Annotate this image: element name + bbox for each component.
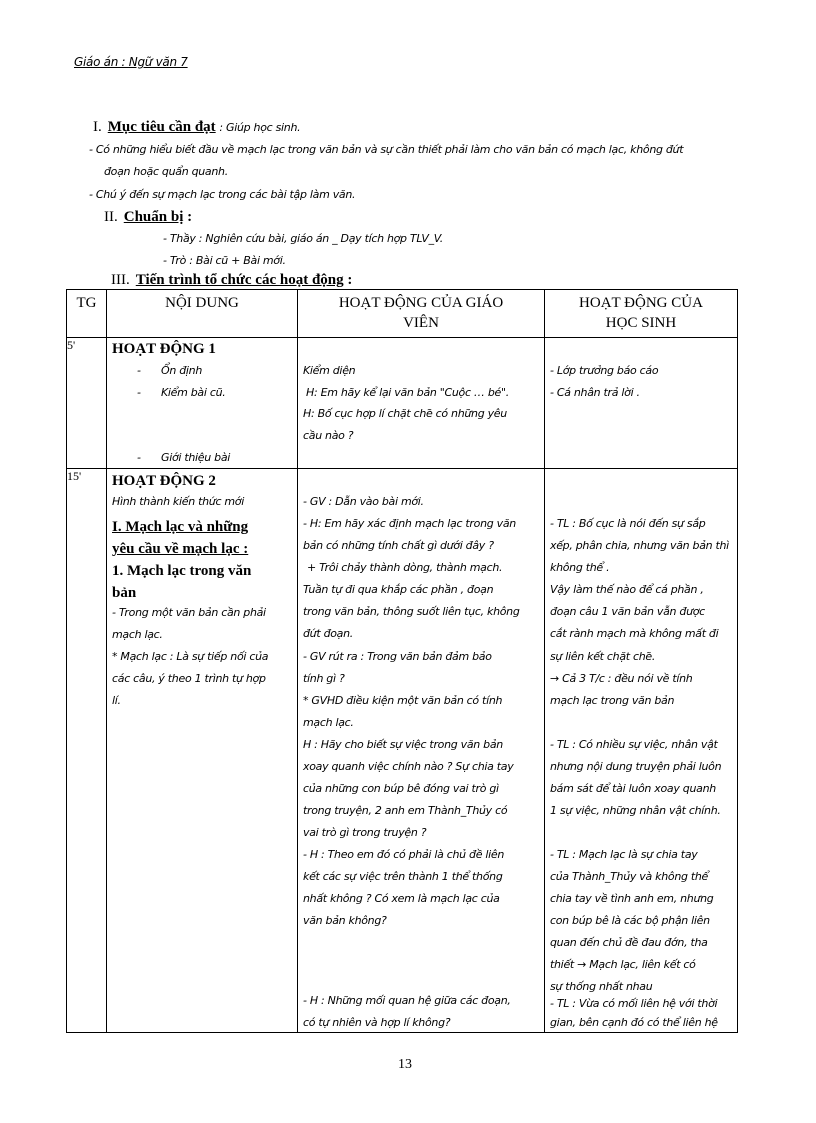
activity-title: HOẠT ĐỘNG 2 [112,473,216,489]
teacher-line: xoay quanh việc chính nào ? Sự chia tay [303,760,514,773]
teacher-line: Kiểm diện [303,364,356,377]
student-line: của Thành_Thủy và không thể [550,870,709,883]
teacher-line: bản có những tính chất gì dưới đây ? [303,539,494,552]
bullet-dash: - [137,451,141,464]
row-student-activity [545,469,738,1033]
teacher-line: - GV rút ra : Trong văn bản đảm bảo [303,650,492,663]
student-line: - Cá nhân trả lời . [550,386,640,399]
teacher-line: - H : Những mối quan hệ giữa các đoạn, [303,994,511,1007]
table-row [67,338,738,469]
section-numeral: I. [93,119,102,135]
student-line: con búp bê là các bộ phận liên [550,914,710,927]
section-title: Mục tiêu cần đạt [107,119,216,135]
row-time: 5' [67,338,107,469]
row-time: 15' [67,469,107,1033]
content-line: - Trong một văn bản cần phải [112,606,266,619]
row-content [107,469,298,1033]
section-suffix: : Giúp học sinh. [219,121,301,134]
header-line: HOẠT ĐỘNG CỦA [579,295,703,311]
student-line: mạch lạc trong văn bản [550,694,675,707]
student-line: cắt rành mạch mà không mất đi [550,627,719,640]
header-teacher-activity [298,290,545,338]
content-line: Hình thành kiến thức mới [112,495,244,508]
teacher-line: vai trò gì trong truyện ? [303,826,427,839]
teacher-line: kết các sự việc trên thành 1 thể thống [303,870,503,883]
section-title: Tiến trình tổ chức các hoạt động [135,272,344,288]
student-line: Vậy làm thế nào để cá phần , [550,583,704,596]
student-line: đoạn câu 1 văn bản vẫn được [550,605,705,618]
teacher-line: H : Hãy cho biết sự việc trong văn bản [303,738,503,751]
student-line: thiết → Mạch lạc, liên kết có [550,958,696,971]
student-line: - TL : Bố cục là nói đến sự sắp [550,517,706,530]
teacher-line: H: Bố cục hợp lí chặt chẽ có những yêu [303,407,507,420]
student-line: xếp, phân chia, nhưng văn bản thì [550,539,729,552]
section-numeral: II. [104,209,118,225]
teacher-line: trong truyện, 2 anh em Thành_Thủy có [303,804,508,817]
teacher-line: đứt đoạn. [303,627,353,640]
header-line: HỌC SINH [605,315,677,331]
preparation-line: - Trò : Bài cũ + Bài mới. [163,254,286,267]
preparation-line: - Thầy : Nghiên cứu bài, giáo án _ Dạy tích hợp TLV_V. [163,232,443,245]
teacher-line: nhất không ? Có xem là mạch lạc của [303,892,500,905]
teacher-line: - H: Em hãy xác định mạch lạc trong văn [303,517,516,530]
content-line: mạch lạc. [112,628,163,641]
table-row [67,469,738,1033]
content-heading: 1. Mạch lạc trong văn [112,563,252,579]
teacher-line: Tuần tự đi qua khắp các phần , đoạn [303,583,494,596]
section-suffix: : [187,209,193,225]
section-numeral: III. [111,272,130,288]
teacher-line: + Trôi chảy thành dòng, thành mạch. [307,561,503,574]
content-item: Giới thiệu bài [161,451,231,464]
student-line: - Lớp trưởng báo cáo [550,364,659,377]
header-tg: TG [67,290,107,338]
section-objectives [93,119,300,136]
table-header-row [67,290,738,338]
objective-line: - Chú ý đến sự mạch lạc trong các bài tập làm văn. [89,188,356,201]
content-heading: yêu cầu về mạch lạc : [112,541,249,557]
content-line: * Mạch lạc : Là sự tiếp nối của [112,650,269,663]
activity-title: HOẠT ĐỘNG 1 [112,341,216,357]
page-number: 13 [398,1057,412,1072]
student-line: sự liên kết chặt chẽ. [550,650,656,663]
student-line: sự thống nhất nhau [550,980,653,993]
teacher-line: mạch lạc. [303,716,354,729]
section-suffix: : [347,272,353,288]
section-title: Chuẩn bị [123,209,184,225]
teacher-line: tính gì ? [303,672,345,685]
student-line: nhưng nội dung truyện phải luôn [550,760,722,773]
content-line: các câu, ý theo 1 trình tự hợp [112,672,266,685]
student-line: → Cả 3 T/c : đều nói về tính [550,672,693,685]
teacher-line: - GV : Dẫn vào bài mới. [303,495,424,508]
page-header: Giáo án : Ngữ văn 7 [74,55,188,69]
teacher-line: cầu nào ? [303,429,354,442]
row-teacher-activity [298,469,545,1033]
section-process [111,272,352,289]
bullet-dash: - [137,364,141,377]
content-heading: I. Mạch lạc và những [112,519,249,535]
row-teacher-activity [298,338,545,469]
teacher-line: H: Em hãy kể lại văn bản "Cuộc … bé". [306,386,509,399]
bullet-dash: - [137,386,141,399]
content-heading: bản [112,585,137,601]
student-line: bám sát để tài luôn xoay quanh [550,782,716,795]
teacher-line: của những con búp bê đóng vai trò gì [303,782,499,795]
student-line: gian, bên cạnh đó có thể liên hệ [550,1016,718,1029]
student-line: 1 sự việc, những nhân vật chính. [550,804,721,817]
student-line: quan đến chủ đề đau đớn, tha [550,936,708,949]
content-item: Kiểm bài cũ. [161,386,226,399]
student-line: - TL : Vừa có mối liên hệ với thời [550,997,718,1010]
content-line: lí. [112,694,121,707]
objective-line: đoạn hoặc quẩn quanh. [104,165,228,178]
teacher-line: trong văn bản, thông suốt liên tục, không [303,605,520,618]
content-item: Ổn định [161,364,203,377]
teacher-line: có tự nhiên và hợp lí không? [303,1016,451,1029]
teacher-line: văn bản không? [303,914,387,927]
student-line: - TL : Có nhiều sự việc, nhân vật [550,738,718,751]
objective-line: - Có những hiểu biết đầu về mạch lạc trong văn bản và sự cần thiết phải làm cho văn bản có mạch lạc, không đứt [89,143,684,156]
section-preparation [104,209,192,226]
student-line: không thể . [550,561,610,574]
student-line: - TL : Mạch lạc là sự chia tay [550,848,698,861]
header-content: NỘI DUNG [107,290,298,338]
row-content [107,338,298,469]
student-line: chia tay về tình anh em, nhưng [550,892,714,905]
teacher-line: * GVHD điều kiện một văn bản có tính [303,694,503,707]
teacher-line: - H : Theo em đó có phải là chủ đề liên [303,848,505,861]
header-line: VIÊN [403,315,439,331]
lesson-plan-table [66,289,738,1033]
header-student-activity [545,290,738,338]
header-line: HOẠT ĐỘNG CỦA GIÁO [338,295,504,311]
row-student-activity [545,338,738,469]
